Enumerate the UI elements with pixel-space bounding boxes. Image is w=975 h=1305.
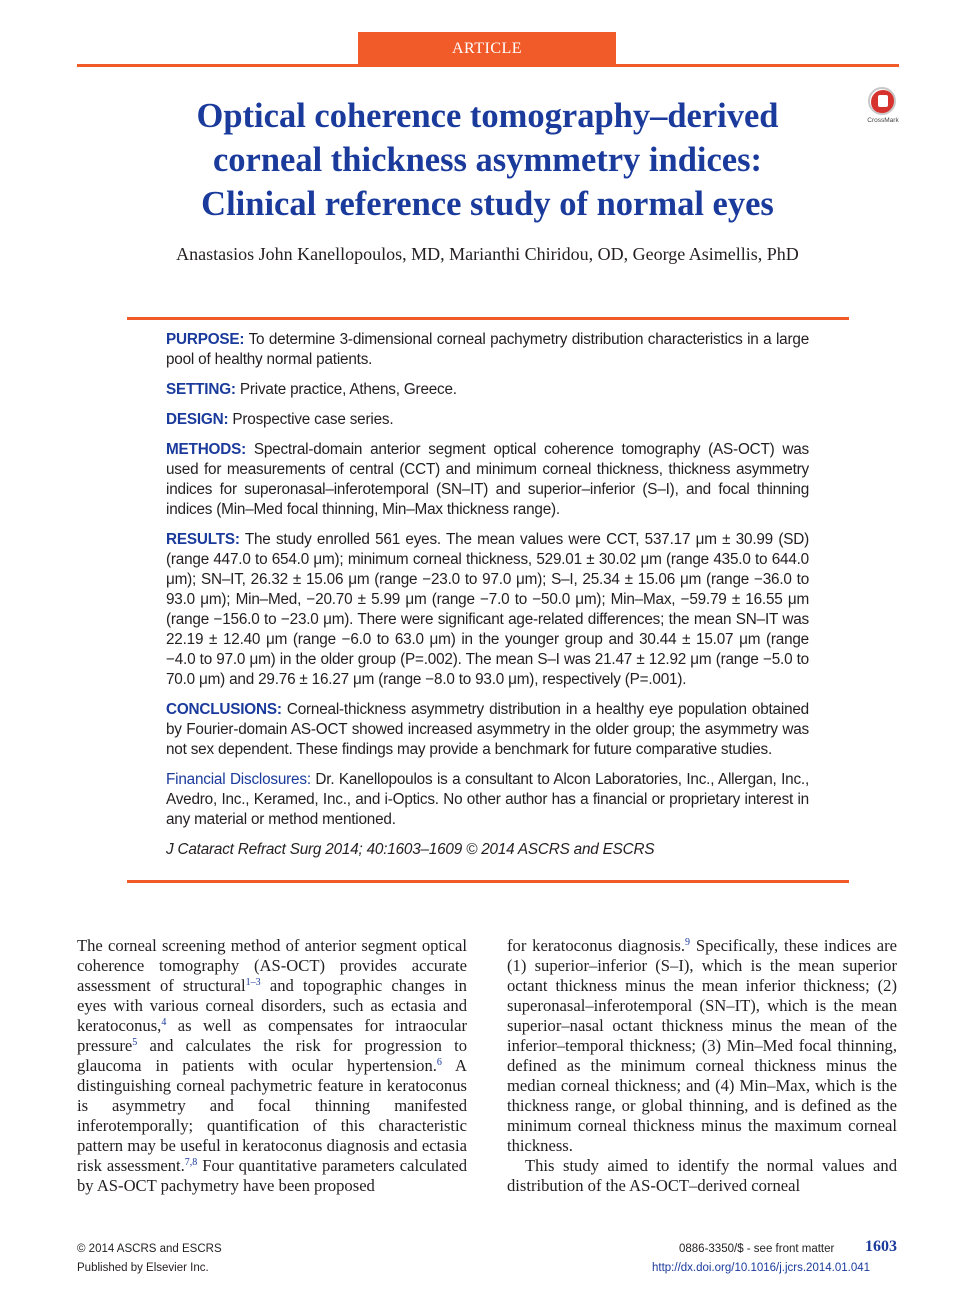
reference-link[interactable]: 9 — [685, 937, 691, 948]
reference-link[interactable]: 1–3 — [245, 977, 261, 988]
methods-heading: METHODS: — [166, 441, 246, 458]
body-paragraph: This study aimed to identify the normal values and distribution of the AS-OCT–derived corneal — [507, 1156, 897, 1195]
setting-heading: SETTING: — [166, 381, 236, 398]
setting-text: Private practice, Athens, Greece. — [235, 381, 457, 398]
methods-text: Spectral-domain anterior segment optical coherence tomography (AS-OCT) was used for measurements of central (CCT) and minimum corneal thickness, thickness asymmetry indices for superonasal–inferotemporal (SN–IT) and superior–inferior (S–I), and focal thinning indices (Min–Med focal thinning, Min–Max thickness range). — [166, 441, 809, 518]
design-text: Prospective case series. — [228, 411, 394, 428]
page-number: 1603 — [865, 1238, 897, 1255]
body-text: Specifically, these indices are (1) superior–inferior (S–I), which is the mean superior octant thickness minus the mean inferior thickness; (2) superonasal–inferotemporal (SN–IT), which is the mean superior–nasal octant thickness minus the mean of the inferior–temporal thickness; (3) Min–Med focal thinning, defined as the minimum corneal thickness minus the median corneal thickness; and (4) Min–Max, which is the thickness range, or global thinning, and is defined as the minimum corneal thickness minus the maximum corneal thickness. — [507, 936, 897, 1155]
abstract-disclosures — [166, 770, 809, 830]
footer-copyright: © 2014 ASCRS and ESCRS — [77, 1243, 222, 1255]
design-heading: DESIGN: — [166, 411, 229, 428]
body-column-right — [507, 936, 897, 1196]
crossmark-badge[interactable] — [865, 90, 899, 130]
body-text: A distinguishing corneal pachymetric feature in keratoconus is asymmetry and focal thinning manifested inferotemporally; quantification of this characteristic pattern may be useful in keratoconus diagnosis and ectasia risk assessment. — [77, 1056, 468, 1175]
body-text: and topographic changes in eyes with various corneal disorders, such as ectasia and keratoconus, — [77, 976, 467, 1035]
body-text: for keratoconus diagnosis. — [507, 936, 686, 955]
body-text: as well as compensates for intraocular pressure — [77, 1016, 467, 1055]
footer-publisher: Published by Elsevier Inc. — [77, 1262, 209, 1274]
crossmark-label: CrossMark — [867, 117, 899, 124]
title-line: Optical coherence tomography–derived — [196, 97, 779, 135]
section-tag: ARTICLE — [358, 32, 616, 64]
abstract-results — [166, 530, 809, 690]
title-line: corneal thickness asymmetry indices: — [212, 141, 763, 179]
header-rule — [77, 64, 899, 67]
abstract-purpose — [166, 330, 809, 370]
reference-link[interactable]: 7,8 — [184, 1157, 198, 1168]
journal-citation: J Cataract Refract Surg 2014; 40:1603–1609 © 2014 ASCRS and ESCRS — [166, 841, 655, 858]
results-heading: RESULTS: — [166, 531, 240, 548]
body-paragraph — [77, 936, 467, 1196]
abstract-setting — [166, 380, 809, 400]
reference-link[interactable]: 5 — [132, 1037, 138, 1048]
reference-link[interactable]: 4 — [161, 1017, 167, 1028]
abstract — [166, 330, 809, 870]
purpose-heading: PURPOSE: — [166, 331, 245, 348]
author-list: Anastasios John Kanellopoulos, MD, Marianthi Chiridou, OD, George Asimellis, PhD — [176, 244, 799, 264]
body-column-left — [77, 936, 467, 1196]
body-paragraph — [507, 936, 897, 1156]
footer-issn: 0886-3350/$ - see front matter — [679, 1243, 835, 1255]
purpose-text: To determine 3-dimensional corneal pachymetry distribution characteristics in a large pool of healthy normal patients. — [166, 331, 809, 368]
conclusions-text: Corneal-thickness asymmetry distribution in a healthy eye population obtained by Fourier-domain AS-OCT showed increased asymmetry in the older group; the asymmetry was not sex dependent. These findings may provide a benchmark for future comparative studies. — [166, 701, 809, 758]
crossmark-icon — [871, 90, 895, 114]
title-line: Clinical reference study of normal eyes — [201, 185, 774, 223]
doi-link[interactable]: http://dx.doi.org/10.1016/j.jcrs.2014.01.041 — [652, 1262, 871, 1274]
article-title — [100, 94, 875, 226]
abstract-conclusions — [166, 700, 809, 760]
disclosures-heading: Financial Disclosures: — [166, 771, 311, 788]
abstract-methods — [166, 440, 809, 520]
body-text: and calculates the risk for progression to glaucoma in patients with ocular hypertension. — [77, 1036, 467, 1075]
disclosures-text: Dr. Kanellopoulos is a consultant to Alcon Laboratories, Inc., Allergan, Inc., Avedro, Inc., Keramed, Inc., and i-Optics. No other author has a financial or proprietary interest in any material or method mentioned. — [166, 771, 809, 828]
conclusions-heading: CONCLUSIONS: — [166, 701, 282, 718]
abstract-design — [166, 410, 809, 430]
reference-link[interactable]: 6 — [436, 1057, 442, 1068]
results-text: The study enrolled 561 eyes. The mean values were CCT, 537.17 μm ± 30.99 (SD) (range 447.0 to 654.0 μm); minimum corneal thickness, 529.01 ± 30.02 μm (range 435.0 to 644.0 μm); SN–IT, 26.32 ± 15.06 μm (range −23.0 to 97.0 μm); S–I, 25.34 ± 15.06 μm (range −36.0 to 93.0 μm); Min–Med, −20.70 ± 5.99 μm (range −7.0 to −50.0 μm); Min–Max, −59.79 ± 16.55 μm (range −156.0 to −23.0 μm). There were significant age-related differences; the mean SN–IT was 22.19 ± 12.40 μm (range −6.0 to 63.0 μm) in the younger group and 30.44 ± 15.07 μm (range −4.0 to 97.0 μm) in the older group (P=.002). The mean S–I was 21.47 ± 12.92 μm (range −5.0 to 70.0 μm) and 29.76 ± 16.27 μm (range −8.0 to 93.0 μm), respectively (P=.001). — [166, 531, 809, 688]
body-text: The corneal screening method of anterior segment optical coherence tomography (AS-OCT) provides accurate assessment of structural — [77, 936, 467, 995]
body-text: Four quantitative parameters calculated by AS-OCT pachymetry have been proposed — [77, 1156, 467, 1195]
